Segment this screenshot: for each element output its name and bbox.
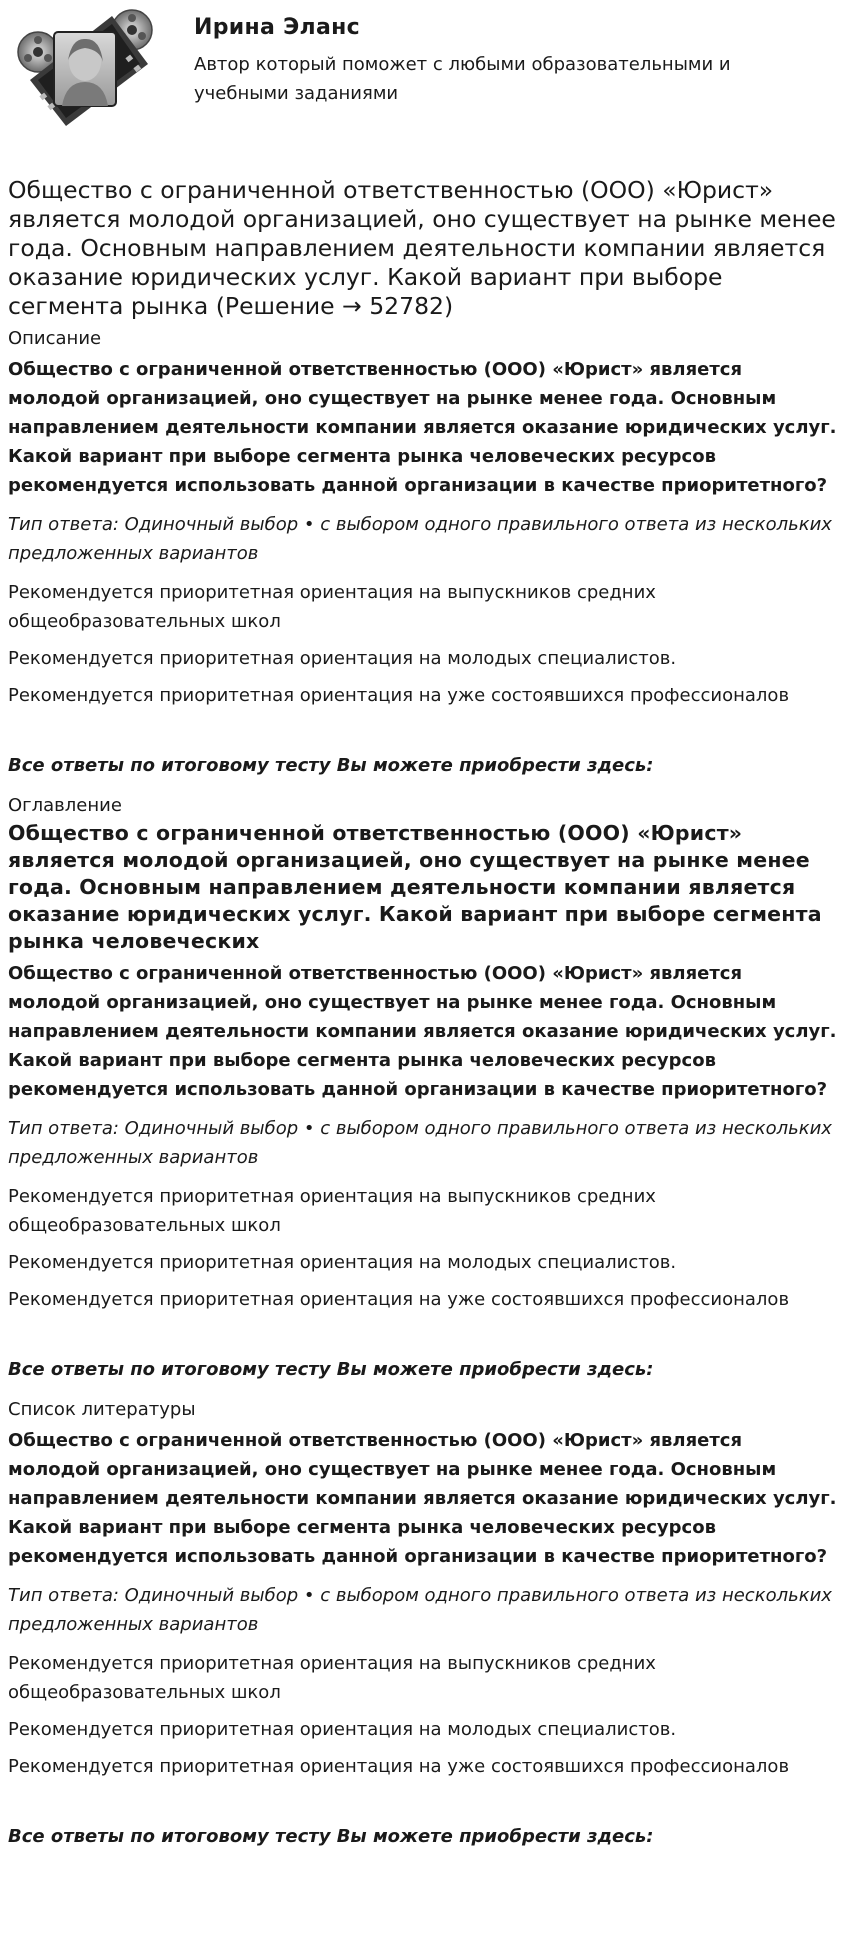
answer-option: Рекомендуется приоритетная ориентация на выпускников средних общеобразовательных школ <box>8 582 656 632</box>
section-label: Описание <box>8 328 102 349</box>
section-table-of-contents <box>8 794 839 1384</box>
author-avatar[interactable] <box>16 8 156 126</box>
author-card <box>8 0 839 124</box>
promo-text: Все ответы по итоговому тесту Вы можете приобрести здесь: <box>8 1359 654 1380</box>
promo-text: Все ответы по итоговому тесту Вы можете приобрести здесь: <box>8 1826 654 1847</box>
answer-type: Тип ответа: Одиночный выбор • с выбором одного правильного ответа из нескольких предложенных вариантов <box>8 1118 832 1168</box>
answer-option: Рекомендуется приоритетная ориентация на молодых специалистов. <box>8 1252 677 1273</box>
section-references <box>8 1398 839 1851</box>
answer-option: Рекомендуется приоритетная ориентация на уже состоявшихся профессионалов <box>8 1756 790 1777</box>
section-label: Оглавление <box>8 795 122 816</box>
question-text: Общество с ограниченной ответственностью (ООО) «Юрист» является молодой организацией, оно существует на рынке менее года. Основным направлением деятельности компании является оказание юридических услуг. Какой вариант при выборе сегмента рынка человеческих ресурсов рекомендуется использовать данной организации в качестве приоритетного? <box>8 963 837 1100</box>
question-text: Общество с ограниченной ответственностью (ООО) «Юрист» является молодой организацией, оно существует на рынке менее года. Основным направлением деятельности компании является оказание юридических услуг. Какой вариант при выборе сегмента рынка человеческих ресурсов рекомендуется использовать данной организации в качестве приоритетного? <box>8 359 837 496</box>
section-description <box>8 327 839 780</box>
answer-option: Рекомендуется приоритетная ориентация на молодых специалистов. <box>8 1719 677 1740</box>
section-label: Список литературы <box>8 1399 196 1420</box>
page-title: Общество с ограниченной ответственностью (ООО) «Юрист» является молодой организацией, оно существует на рынке менее года. Основным направлением деятельности компании является оказание юридических услуг. Какой вариант при выборе сегмента рынка (Решение → 52782) <box>8 176 836 320</box>
author-name[interactable]: Ирина Эланс <box>194 15 360 40</box>
author-description: Автор который поможет с любыми образовательными и учебными заданиями <box>194 54 731 104</box>
answer-option: Рекомендуется приоритетная ориентация на выпускников средних общеобразовательных школ <box>8 1653 656 1703</box>
answer-type: Тип ответа: Одиночный выбор • с выбором одного правильного ответа из нескольких предложенных вариантов <box>8 514 832 564</box>
answer-type: Тип ответа: Одиночный выбор • с выбором одного правильного ответа из нескольких предложенных вариантов <box>8 1585 832 1635</box>
answer-option: Рекомендуется приоритетная ориентация на уже состоявшихся профессионалов <box>8 1289 790 1310</box>
toc-heading: Общество с ограниченной ответственностью (ООО) «Юрист» является молодой организацией, оно существует на рынке менее года. Основным направлением деятельности компании является оказание юридических услуг. Какой вариант при выборе сегмента рынка человеческих <box>8 821 822 953</box>
question-text: Общество с ограниченной ответственностью (ООО) «Юрист» является молодой организацией, оно существует на рынке менее года. Основным направлением деятельности компании является оказание юридических услуг. Какой вариант при выборе сегмента рынка человеческих ресурсов рекомендуется использовать данной организации в качестве приоритетного? <box>8 1430 837 1567</box>
promo-text: Все ответы по итоговому тесту Вы можете приобрести здесь: <box>8 755 654 776</box>
answer-option: Рекомендуется приоритетная ориентация на молодых специалистов. <box>8 648 677 669</box>
answer-option: Рекомендуется приоритетная ориентация на выпускников средних общеобразовательных школ <box>8 1186 656 1236</box>
answer-option: Рекомендуется приоритетная ориентация на уже состоявшихся профессионалов <box>8 685 790 706</box>
